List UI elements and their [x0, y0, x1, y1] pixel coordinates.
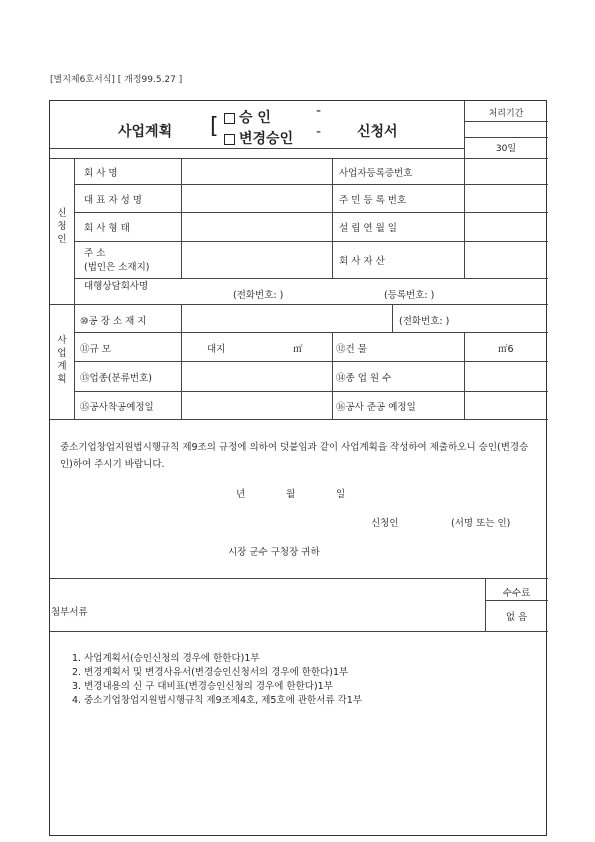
title-right: 신청서: [357, 124, 398, 140]
company-type-field[interactable]: [184, 215, 329, 239]
divider: [74, 332, 548, 333]
fee-label: 수수료: [502, 588, 531, 599]
divider: [50, 578, 548, 579]
list-item: 4. 중소기업창업지원법시행규칙 제9조제4호, 제5호에 관한서류 각1부: [72, 695, 362, 706]
list-item: 3. 변경내용의 신 구 대비표(변경승인신청의 경우에 한한다)1부: [72, 681, 333, 692]
agency-label: 대행상담회사명: [84, 281, 149, 292]
divider: [74, 184, 548, 185]
company-name-label: 회 사 명: [84, 168, 118, 179]
scale-label: ⑪규 모: [80, 344, 111, 355]
date-day: 일: [336, 489, 346, 500]
address-field[interactable]: [184, 244, 329, 275]
factory-location-label: ⑩공 장 소 재 지: [80, 316, 147, 327]
divider: [50, 148, 464, 149]
representative-label: 대 표 자 성 명: [84, 195, 142, 206]
factory-phone-field[interactable]: (전화번호: ): [399, 316, 450, 327]
option-approval[interactable]: 승 인: [224, 107, 271, 127]
applicant-section-label: 신 청 인: [57, 208, 67, 245]
list-item: 2. 변경계획서 및 변경사유서(변경승인신청서의 경우에 한한다)1부: [72, 667, 349, 678]
date-year: 년: [236, 489, 246, 500]
divider: [485, 600, 548, 601]
list-item: 1. 사업계획서(승인신청의 경우에 한한다)1부: [72, 653, 260, 664]
divider: [392, 304, 393, 332]
addressee: 시장 군수 구청장 귀하: [228, 547, 320, 558]
agency-reg-no-field[interactable]: (등록번호: ): [384, 290, 435, 301]
land-label: 대지: [207, 344, 226, 355]
fee-value: 없 음: [505, 612, 528, 623]
applicant-signature-label: 신청인: [371, 518, 399, 529]
bracket-open: [: [210, 114, 219, 139]
divider: [464, 158, 465, 278]
divider: [464, 137, 548, 138]
divider: [464, 332, 465, 419]
plan-section-label: 사 업 계 획: [57, 335, 67, 385]
building-label: ⑫건 물: [336, 344, 367, 355]
resident-no-label: 주 민 등 록 번호: [339, 195, 407, 206]
address-sublabel: (법인은 소재지): [84, 262, 150, 273]
signature-field[interactable]: (서명 또는 인): [451, 518, 511, 529]
divider: [74, 361, 548, 362]
change-checkbox[interactable]: [224, 134, 235, 145]
divider: [332, 158, 333, 278]
option-change[interactable]: 변경승인: [224, 128, 293, 148]
option-approval-end: -: [316, 103, 322, 119]
end-date-field[interactable]: [467, 394, 545, 416]
divider: [74, 158, 75, 304]
attachments-label: 첨부서류: [51, 607, 88, 618]
divider: [74, 241, 548, 242]
divider: [464, 121, 548, 122]
attachments-list: [72, 652, 362, 708]
biz-reg-no-field[interactable]: [467, 160, 545, 182]
employees-label: ⑭종 업 원 수: [336, 373, 392, 384]
agency-phone-field[interactable]: (전화번호: ): [233, 290, 284, 301]
option-change-end: -: [316, 124, 322, 140]
employees-field[interactable]: [467, 364, 545, 388]
start-date-label: ⑮공사착공예정일: [80, 402, 154, 413]
divider: [50, 158, 548, 159]
divider: [50, 631, 548, 632]
land-unit: ㎡: [293, 344, 303, 355]
resident-no-field[interactable]: [467, 187, 545, 209]
declaration-paragraph: 중소기업창업지원법시행규칙 제9조의 규정에 의하여 덧붙임과 같이 사업계획을 작성하여 제출하오니 승인(변경승인)하여 주시기 바랍니다.: [60, 442, 529, 470]
address-label: 주 소: [84, 248, 106, 259]
divider: [74, 391, 548, 392]
date-month: 월: [286, 489, 296, 500]
processing-period-label: 처리기간: [488, 109, 524, 119]
established-label: 설 립 연 월 일: [339, 223, 397, 234]
representative-field[interactable]: [184, 187, 329, 209]
building-unit: ㎡6: [498, 344, 514, 355]
industry-label: ⑬업종(분류번호): [80, 373, 152, 384]
start-date-field[interactable]: [184, 394, 329, 416]
capital-label: 회 사 자 산: [339, 256, 385, 267]
established-field[interactable]: [467, 215, 545, 239]
divider: [50, 304, 548, 305]
capital-field[interactable]: [467, 244, 545, 275]
company-type-label: 회 사 형 태: [84, 223, 130, 234]
title-left: 사업계획: [118, 124, 173, 140]
industry-field[interactable]: [184, 364, 329, 388]
divider: [50, 419, 548, 420]
biz-reg-no-label: 사업자등록증번호: [339, 168, 413, 179]
company-name-field[interactable]: [184, 160, 329, 182]
form-reference: [별지제6호서식] [ 개정99.5.27 ]: [50, 75, 183, 85]
factory-location-field[interactable]: [184, 307, 389, 329]
processing-period-value: 30일: [495, 144, 517, 154]
application-form: [49, 100, 547, 836]
divider: [74, 212, 548, 213]
end-date-label: ⑯공사 준공 예정일: [336, 402, 416, 413]
divider: [181, 158, 182, 278]
approval-checkbox[interactable]: [224, 113, 235, 124]
divider: [332, 332, 333, 419]
